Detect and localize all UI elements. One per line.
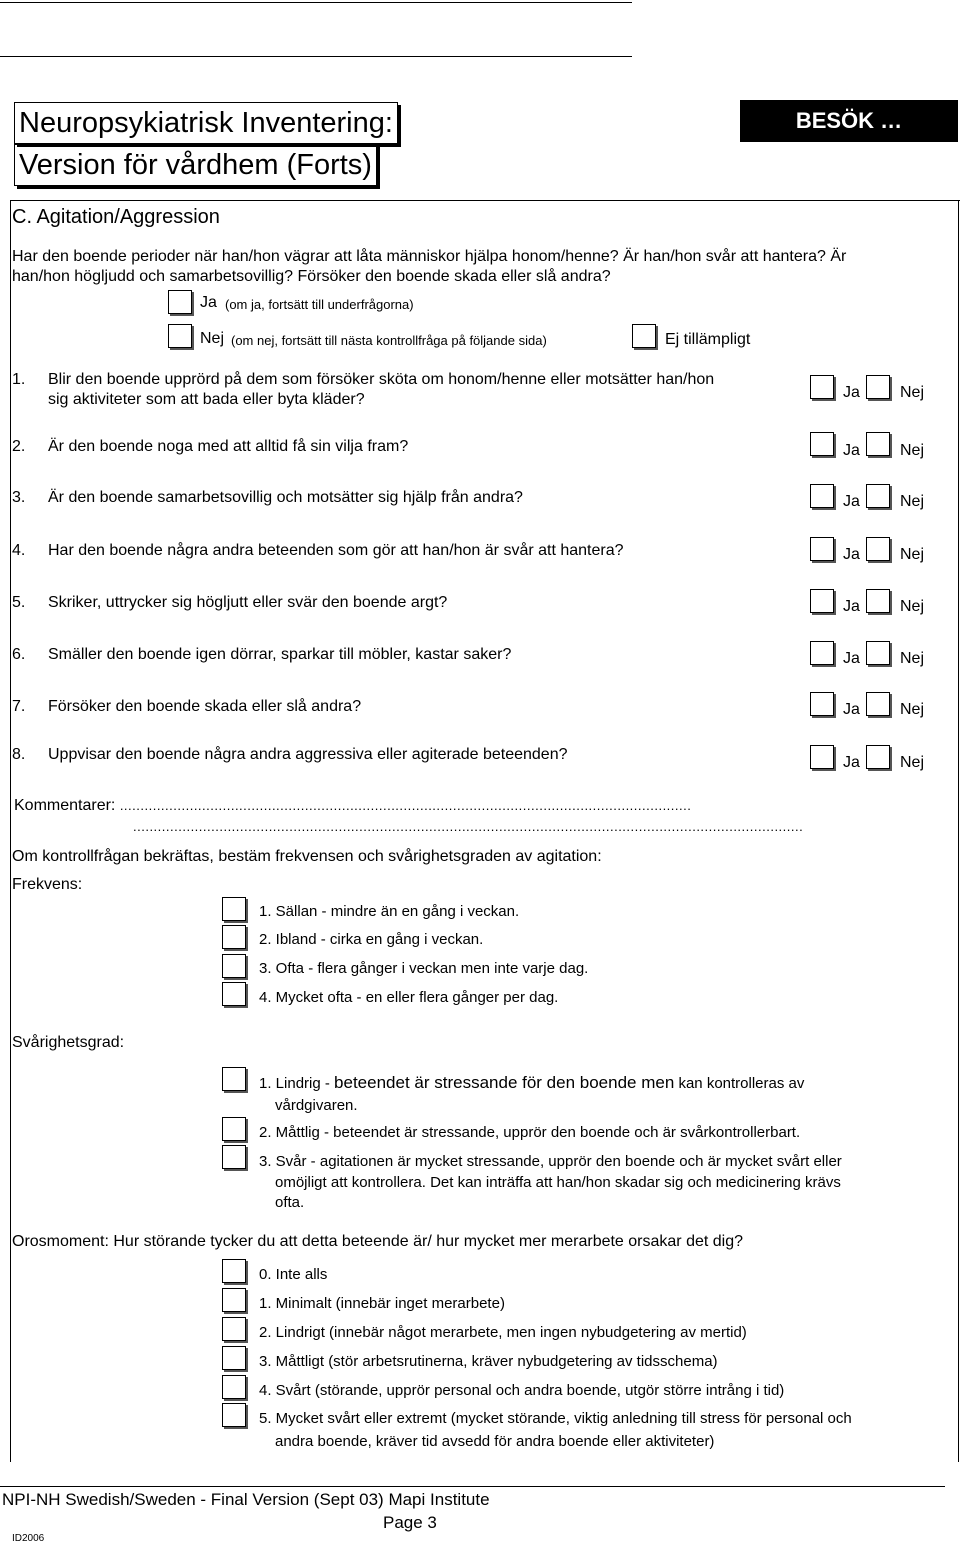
q3-ja-label: Ja <box>843 493 860 510</box>
freq-1-checkbox[interactable] <box>222 897 246 921</box>
question-text: Har den boende några andra beteenden som gör att han/hon är svår att hantera? <box>48 542 624 559</box>
q7-nej-label: Nej <box>900 701 925 718</box>
sev-1-mid: beteendet är stressande för den boende men <box>334 1073 675 1092</box>
distress-4-checkbox[interactable] <box>222 1375 246 1399</box>
sev-2-label: 2. Måttlig - beteendet är stressande, upprör den boende och är svårkontrollerbart. <box>259 1124 801 1141</box>
section-top-rule <box>10 200 960 201</box>
intro-line1: Har den boende perioder när han/hon vägrar att låta människor hjälpa honom/henne? Är han/hon svår att hantera? Är <box>12 248 847 265</box>
comments-label: Kommentarer: <box>14 797 120 814</box>
distress-question: Orosmoment: Hur störande tycker du att detta beteende är/ hur mycket mer merarbete orsakar det dig? <box>12 1233 744 1250</box>
question-number: 3. <box>12 489 26 506</box>
question-7 <box>12 697 361 717</box>
distress-3-label: 3. Måttligt (stör arbetsrutinerna, kräver nybudgetering av tidsschema) <box>259 1353 718 1370</box>
q1-nej-label: Nej <box>900 384 925 401</box>
q8-nej-checkbox[interactable] <box>866 745 890 769</box>
question-number: 7. <box>12 698 26 715</box>
section-right-rule <box>958 200 959 1462</box>
distress-3-checkbox[interactable] <box>222 1346 246 1370</box>
sev-1-suffix: kan kontrolleras av <box>674 1075 805 1092</box>
sev-1-prefix: 1. Lindrig - <box>259 1075 335 1092</box>
question-text: Blir den boende upprörd på dem som försöker sköta om honom/henne eller motsätter han/hon <box>48 371 715 388</box>
question-number: 6. <box>12 646 26 663</box>
page-title-line1: Neuropsykiatrisk Inventering: <box>14 102 398 144</box>
section-heading: C. Agitation/Aggression <box>12 206 220 228</box>
q5-ja-label: Ja <box>843 598 860 615</box>
screen-na-label: Ej tillämpligt <box>665 331 751 348</box>
q3-nej-label: Nej <box>900 493 925 510</box>
comments-line2[interactable]: ................................................................................................................................................................... <box>133 819 804 834</box>
page-title-line2: Version för vårdhem (Forts) <box>14 144 377 186</box>
q4-ja-checkbox[interactable] <box>810 537 834 561</box>
q1-ja-label: Ja <box>843 384 860 401</box>
confirm-text: Om kontrollfrågan bekräftas, bestäm frekvensen och svårighetsgraden av agitation: <box>12 848 602 865</box>
sev-3-label-cont2: ofta. <box>275 1194 305 1211</box>
freq-2-checkbox[interactable] <box>222 925 246 949</box>
q3-nej-checkbox[interactable] <box>866 484 890 508</box>
q8-ja-label: Ja <box>843 754 860 771</box>
screen-ja-note: (om ja, fortsätt till underfrågorna) <box>225 297 414 312</box>
freq-3-checkbox[interactable] <box>222 954 246 978</box>
question-8 <box>12 745 567 765</box>
screen-ja-checkbox[interactable] <box>168 290 192 314</box>
q1-nej-checkbox[interactable] <box>866 375 890 399</box>
sev-1-checkbox[interactable] <box>222 1067 246 1091</box>
question-number: 1. <box>12 371 26 388</box>
distress-1-label: 1. Minimalt (innebär inget merarbete) <box>259 1295 505 1312</box>
distress-5-label: 5. Mycket svårt eller extremt (mycket störande, viktig anledning till stress för personal och <box>259 1410 852 1427</box>
question-text: Är den boende noga med att alltid få sin vilja fram? <box>48 438 409 455</box>
q7-ja-label: Ja <box>843 701 860 718</box>
q8-ja-checkbox[interactable] <box>810 745 834 769</box>
question-4 <box>12 541 624 561</box>
sev-3-label-cont1: omöjligt att kontrollera. Det kan inträffa att han/hon skadar sig och medicinering krävs <box>275 1174 841 1191</box>
freq-2-label: 2. Ibland - cirka en gång i veckan. <box>259 931 484 948</box>
q5-nej-label: Nej <box>900 598 925 615</box>
q4-ja-label: Ja <box>843 546 860 563</box>
top-rule-2 <box>0 56 632 57</box>
q2-nej-label: Nej <box>900 442 925 459</box>
question-6 <box>12 645 511 665</box>
question-text: Är den boende samarbetsovillig och motsätter sig hjälp från andra? <box>48 489 523 506</box>
question-text: Uppvisar den boende några andra aggressiva eller agiterade beteenden? <box>48 746 568 763</box>
footer-id: ID2006 <box>12 1533 45 1544</box>
question-number: 8. <box>12 746 26 763</box>
question-number: 2. <box>12 438 26 455</box>
question-number: 4. <box>12 542 26 559</box>
q8-nej-label: Nej <box>900 754 925 771</box>
sev-3-checkbox[interactable] <box>222 1145 246 1169</box>
sev-3-label: 3. Svår - agitationen är mycket stressande, upprör den boende och är mycket svårt eller <box>259 1153 842 1170</box>
comments-line1[interactable] <box>14 797 940 815</box>
distress-1-checkbox[interactable] <box>222 1288 246 1312</box>
screen-ja-label: Ja <box>200 294 217 311</box>
q5-ja-checkbox[interactable] <box>810 589 834 613</box>
sev-2-checkbox[interactable] <box>222 1117 246 1141</box>
intro-line2: han/hon högljudd och samarbetsovillig? Försöker den boende skada eller slå andra? <box>12 268 611 285</box>
question-number: 5. <box>12 594 26 611</box>
q4-nej-label: Nej <box>900 546 925 563</box>
q1-ja-checkbox[interactable] <box>810 375 834 399</box>
severity-label: Svårighetsgrad: <box>12 1034 125 1051</box>
q7-ja-checkbox[interactable] <box>810 692 834 716</box>
visit-label: BESÖK … <box>740 100 958 142</box>
question-5 <box>12 593 447 613</box>
q2-nej-checkbox[interactable] <box>866 432 890 456</box>
distress-0-checkbox[interactable] <box>222 1259 246 1283</box>
comments-dots: ........................................................................................................................................... <box>119 798 692 813</box>
question-3 <box>12 488 523 508</box>
sev-1-label-cont: vårdgivaren. <box>275 1097 358 1114</box>
distress-2-label: 2. Lindrigt (innebär något merarbete, men ingen nybudgetering av mertid) <box>259 1324 747 1341</box>
q3-ja-checkbox[interactable] <box>810 484 834 508</box>
screen-na-checkbox[interactable] <box>632 324 656 348</box>
screen-nej-label: Nej <box>200 330 225 347</box>
distress-2-checkbox[interactable] <box>222 1317 246 1341</box>
footer-version: NPI-NH Swedish/Sweden - Final Version (Sept 03) Mapi Institute <box>2 1490 490 1509</box>
q7-nej-checkbox[interactable] <box>866 692 890 716</box>
question-text-cont: sig aktiviteter som att bada eller byta kläder? <box>48 391 365 408</box>
screen-nej-note: (om nej, fortsätt till nästa kontrollfråga på följande sida) <box>231 333 547 348</box>
q2-ja-label: Ja <box>843 442 860 459</box>
footer-page: Page 3 <box>383 1513 437 1532</box>
q4-nej-checkbox[interactable] <box>866 537 890 561</box>
section-left-rule <box>10 200 11 1462</box>
top-rule-1 <box>0 2 632 3</box>
freq-1-label: 1. Sällan - mindre än en gång i veckan. <box>259 903 520 920</box>
freq-4-label: 4. Mycket ofta - en eller flera gånger per dag. <box>259 989 559 1006</box>
distress-5-label-cont: andra boende, kräver tid avsedd för andra boende eller aktiviteter) <box>275 1433 715 1450</box>
freq-3-label: 3. Ofta - flera gånger i veckan men inte varje dag. <box>259 960 589 977</box>
question-2 <box>12 437 408 457</box>
distress-5-checkbox[interactable] <box>222 1403 246 1427</box>
distress-4-label: 4. Svårt (störande, upprör personal och andra boende, utgör större intrång i tid) <box>259 1382 785 1399</box>
q2-ja-checkbox[interactable] <box>810 432 834 456</box>
distress-0-label: 0. Inte alls <box>259 1266 328 1283</box>
question-text: Skriker, uttrycker sig högljutt eller svär den boende argt? <box>48 594 448 611</box>
q5-nej-checkbox[interactable] <box>866 589 890 613</box>
footer-rule <box>0 1486 945 1487</box>
frequency-label: Frekvens: <box>12 876 83 893</box>
question-1 <box>12 370 714 410</box>
q6-ja-checkbox[interactable] <box>810 641 834 665</box>
q6-nej-label: Nej <box>900 650 925 667</box>
sev-1-label <box>259 1073 804 1093</box>
q6-nej-checkbox[interactable] <box>866 641 890 665</box>
question-text: Försöker den boende skada eller slå andra? <box>48 698 362 715</box>
screen-nej-checkbox[interactable] <box>168 324 192 348</box>
freq-4-checkbox[interactable] <box>222 982 246 1006</box>
question-text: Smäller den boende igen dörrar, sparkar till möbler, kastar saker? <box>48 646 512 663</box>
q6-ja-label: Ja <box>843 650 860 667</box>
